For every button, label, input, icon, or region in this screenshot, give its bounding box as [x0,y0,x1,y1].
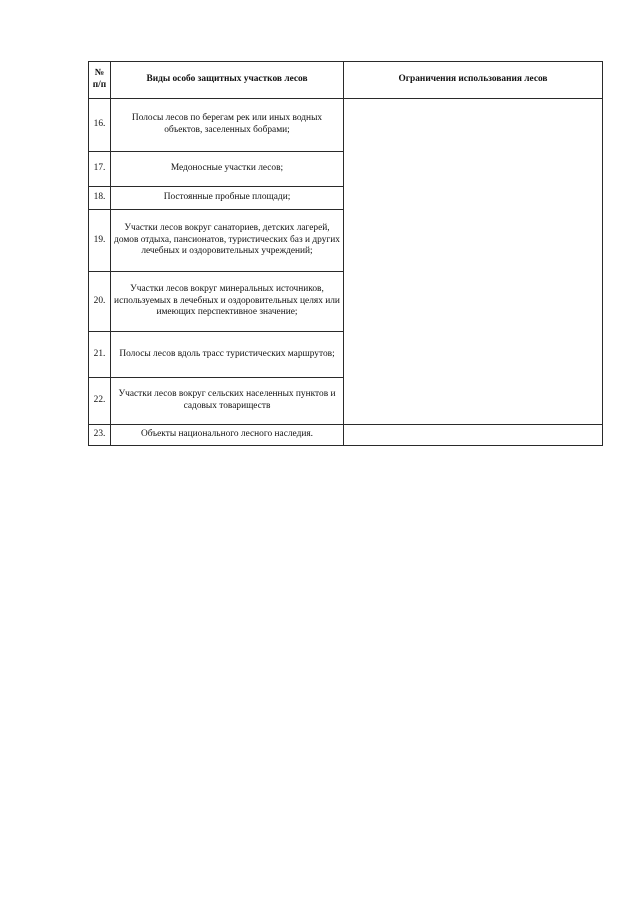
row-number: 17. [89,152,111,187]
row-number: 22. [89,378,111,425]
header-number-symbol: № [94,68,105,79]
row-number: 23. [89,425,111,446]
header-area-types: Виды особо защитных участков лесов [111,62,344,99]
area-type-cell: Объекты национального лесного наследия. [111,425,344,446]
area-type-cell: Полосы лесов по берегам рек или иных водных объектов, заселенных бобрами; [111,99,344,152]
area-type-cell: Постоянные пробные площади; [111,187,344,210]
row-number: 18. [89,187,111,210]
table-row [89,425,603,446]
restrictions-cell-group [344,99,603,425]
area-type-cell: Медоносные участки лесов; [111,152,344,187]
area-type-cell: Полосы лесов вдоль трасс туристических маршрутов; [111,332,344,378]
header-number-abbr: п/п [92,80,107,90]
table-row [89,99,603,152]
header-restrictions: Ограничения использования лесов [344,62,603,99]
area-type-cell: Участки лесов вокруг санаториев, детских лагерей, домов отдыха, пансионатов, туристических баз и других лечебных и оздоровительных учреждений; [111,210,344,272]
table-header-row [89,62,603,99]
area-type-cell: Участки лесов вокруг минеральных источников, используемых в лечебных и оздоровительных целях или имеющих перспективное значение; [111,272,344,332]
row-number: 20. [89,272,111,332]
row-number: 21. [89,332,111,378]
header-number [89,62,111,99]
row-number: 16. [89,99,111,152]
protected-forest-areas-table [88,61,603,446]
area-type-cell: Участки лесов вокруг сельских населенных пунктов и садовых товариществ [111,378,344,425]
restrictions-cell [344,425,603,446]
row-number: 19. [89,210,111,272]
